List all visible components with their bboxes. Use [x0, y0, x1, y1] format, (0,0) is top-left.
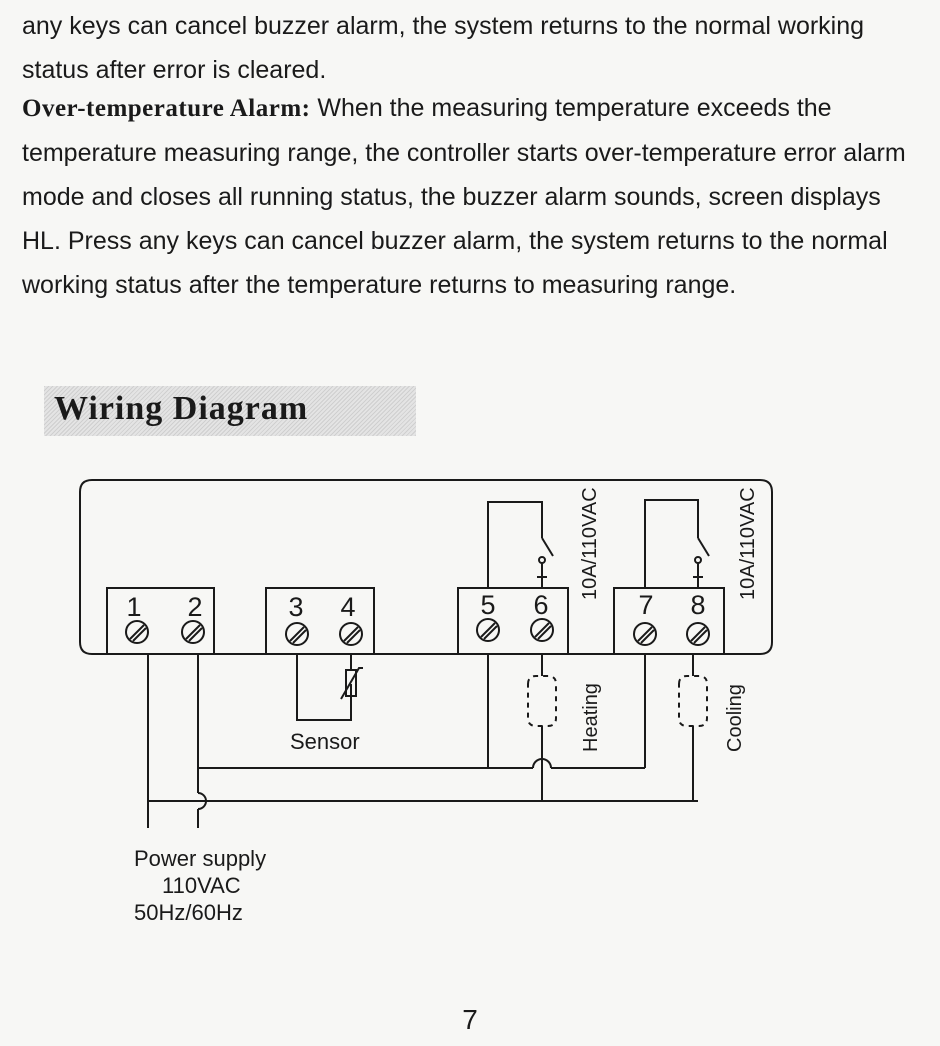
screw-terminal-icon	[340, 623, 362, 645]
cooling-load-icon	[679, 676, 707, 726]
terminal-8-label: 8	[690, 590, 706, 620]
screw-terminal-icon	[531, 619, 553, 641]
terminal-3-label: 3	[288, 592, 304, 622]
terminal-5-label: 5	[480, 590, 496, 620]
sensor-label: Sensor	[290, 729, 360, 754]
power-supply-voltage: 110VAC	[162, 873, 241, 898]
heating-load-icon	[528, 676, 556, 726]
page-number: 7	[462, 1004, 478, 1035]
power-wiring	[148, 654, 698, 828]
screw-terminal-icon	[182, 621, 204, 643]
heating-label: Heating	[580, 683, 602, 752]
screw-terminal-icon	[477, 619, 499, 641]
heating-relay-contact	[488, 502, 553, 588]
heating-relay-rating: 10A/110VAC	[579, 487, 601, 600]
terminal-block-sensor	[266, 588, 374, 654]
cooling-relay-rating: 10A/110VAC	[737, 487, 759, 600]
terminal-4-label: 4	[340, 592, 356, 622]
terminal-block-cooling	[614, 588, 724, 654]
terminal-7-label: 7	[638, 590, 654, 620]
screw-terminal-icon	[687, 623, 709, 645]
terminal-2-label: 2	[187, 592, 203, 622]
section-title: Wiring Diagram	[54, 390, 309, 427]
cooling-relay-contact	[645, 500, 709, 588]
paragraph-buzzer-cancel: any keys can cancel buzzer alarm, the system returns to the normal working status after error is cleared.	[22, 12, 865, 84]
terminal-block-heating	[458, 588, 568, 654]
power-supply-frequency: 50Hz/60Hz	[134, 900, 243, 925]
screw-terminal-icon	[634, 623, 656, 645]
over-temperature-alarm-text: When the measuring temperature exceeds the temperature measuring range, the controller starts over-temperature error alarm mode and closes all running status, the buzzer alarm sounds, screen displays HL. Press any keys can cancel buzzer alarm, the system returns to the normal working status after the temperature returns to measuring range.	[22, 94, 906, 299]
screw-terminal-icon	[126, 621, 148, 643]
cooling-label: Cooling	[724, 684, 746, 752]
terminal-1-label: 1	[126, 592, 142, 622]
terminal-6-label: 6	[533, 590, 549, 620]
screw-terminal-icon	[286, 623, 308, 645]
over-temperature-alarm-heading: Over-temperature Alarm:	[22, 95, 311, 122]
sensor-thermistor-icon	[297, 654, 363, 720]
power-supply-label: Power supply	[134, 846, 267, 871]
